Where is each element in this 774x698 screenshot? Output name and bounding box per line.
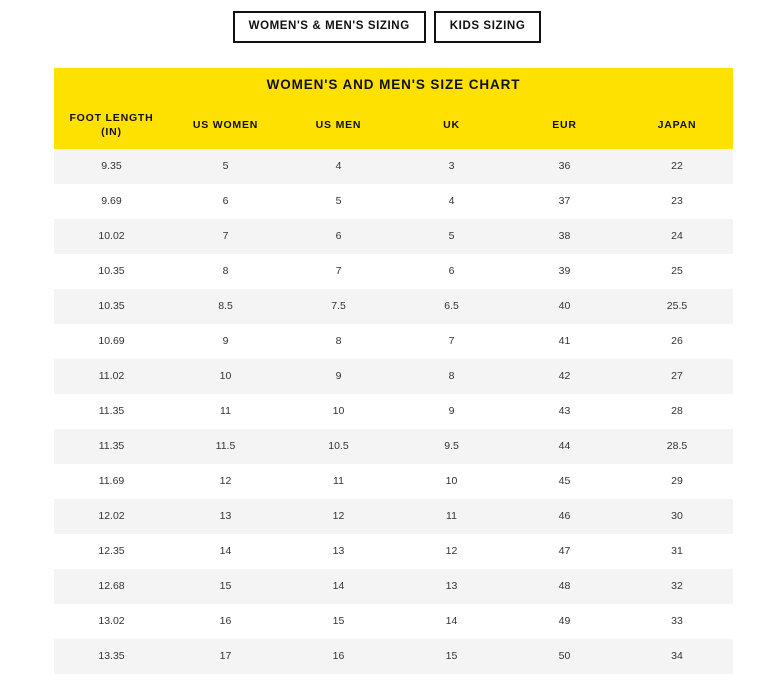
tab-womens-mens-sizing[interactable]: WOMEN'S & MEN'S SIZING: [233, 11, 426, 43]
size-chart-body: [54, 149, 733, 674]
table-cell: 4: [395, 184, 508, 219]
table-cell: 14: [395, 604, 508, 639]
table-cell: 8.5: [169, 289, 282, 324]
table-cell: 47: [508, 534, 621, 569]
table-cell: 25: [621, 254, 733, 289]
table-row: [54, 394, 733, 429]
table-cell: 44: [508, 429, 621, 464]
table-cell: 3: [395, 149, 508, 184]
table-cell: 39: [508, 254, 621, 289]
table-cell: 12.68: [54, 569, 169, 604]
table-cell: 9: [395, 394, 508, 429]
table-cell: 11: [395, 499, 508, 534]
table-cell: 11.5: [169, 429, 282, 464]
table-cell: 6: [395, 254, 508, 289]
table-cell: 10.35: [54, 254, 169, 289]
table-cell: 10.69: [54, 324, 169, 359]
table-cell: 7: [282, 254, 395, 289]
table-cell: 10: [169, 359, 282, 394]
table-cell: 10: [282, 394, 395, 429]
table-cell: 50: [508, 639, 621, 674]
table-row: [54, 464, 733, 499]
table-row: [54, 254, 733, 289]
table-cell: 11: [282, 464, 395, 499]
table-cell: 43: [508, 394, 621, 429]
size-chart-table: [54, 68, 733, 674]
table-cell: 12: [169, 464, 282, 499]
table-cell: 4: [282, 149, 395, 184]
table-cell: 7: [169, 219, 282, 254]
table-cell: 12: [395, 534, 508, 569]
table-cell: 7.5: [282, 289, 395, 324]
table-cell: 42: [508, 359, 621, 394]
table-cell: 11.35: [54, 394, 169, 429]
table-row: [54, 604, 733, 639]
column-header-eur: EUR: [508, 102, 621, 149]
table-row: [54, 569, 733, 604]
table-cell: 5: [282, 184, 395, 219]
table-cell: 13: [282, 534, 395, 569]
table-cell: 12: [282, 499, 395, 534]
table-cell: 10.35: [54, 289, 169, 324]
tab-kids-sizing[interactable]: KIDS SIZING: [434, 11, 542, 43]
table-cell: 16: [282, 639, 395, 674]
column-header-us-men: US MEN: [282, 102, 395, 149]
table-cell: 6: [282, 219, 395, 254]
table-cell: 5: [395, 219, 508, 254]
column-header-uk: UK: [395, 102, 508, 149]
table-row: [54, 499, 733, 534]
table-cell: 29: [621, 464, 733, 499]
table-cell: 14: [169, 534, 282, 569]
table-row: [54, 184, 733, 219]
column-header-foot-length-line1: FOOT LENGTH: [69, 111, 154, 124]
table-cell: 10.02: [54, 219, 169, 254]
table-row: [54, 534, 733, 569]
table-cell: 26: [621, 324, 733, 359]
table-cell: 34: [621, 639, 733, 674]
table-cell: 9.5: [395, 429, 508, 464]
table-cell: 40: [508, 289, 621, 324]
table-cell: 48: [508, 569, 621, 604]
table-cell: 49: [508, 604, 621, 639]
table-cell: 30: [621, 499, 733, 534]
table-cell: 41: [508, 324, 621, 359]
table-cell: 6.5: [395, 289, 508, 324]
size-chart-title: WOMEN'S AND MEN'S SIZE CHART: [54, 68, 733, 102]
column-header-us-women: US WOMEN: [169, 102, 282, 149]
table-row: [54, 289, 733, 324]
table-cell: 8: [169, 254, 282, 289]
table-row: [54, 359, 733, 394]
table-cell: 33: [621, 604, 733, 639]
table-row: [54, 639, 733, 674]
table-cell: 6: [169, 184, 282, 219]
table-cell: 24: [621, 219, 733, 254]
table-cell: 15: [395, 639, 508, 674]
table-cell: 13.35: [54, 639, 169, 674]
table-cell: 15: [169, 569, 282, 604]
table-cell: 13: [395, 569, 508, 604]
table-cell: 15: [282, 604, 395, 639]
column-header-foot-length-line2: (IN): [101, 126, 122, 138]
size-chart-container: [54, 68, 733, 674]
table-cell: 36: [508, 149, 621, 184]
table-row: [54, 149, 733, 184]
table-cell: 31: [621, 534, 733, 569]
table-cell: 10.5: [282, 429, 395, 464]
table-cell: 7: [395, 324, 508, 359]
table-row: [54, 219, 733, 254]
size-chart-header: [54, 102, 733, 149]
header-row: [54, 102, 733, 149]
sizing-tabs: [0, 0, 774, 43]
table-row: [54, 324, 733, 359]
table-cell: 13: [169, 499, 282, 534]
table-cell: 11.35: [54, 429, 169, 464]
table-cell: 27: [621, 359, 733, 394]
table-cell: 17: [169, 639, 282, 674]
column-header-foot-length: [54, 102, 169, 149]
table-cell: 32: [621, 569, 733, 604]
table-cell: 46: [508, 499, 621, 534]
table-cell: 45: [508, 464, 621, 499]
table-cell: 10: [395, 464, 508, 499]
table-cell: 28.5: [621, 429, 733, 464]
table-cell: 11.69: [54, 464, 169, 499]
table-cell: 22: [621, 149, 733, 184]
column-header-japan: JAPAN: [621, 102, 733, 149]
table-cell: 14: [282, 569, 395, 604]
table-cell: 13.02: [54, 604, 169, 639]
table-cell: 9: [169, 324, 282, 359]
table-cell: 9: [282, 359, 395, 394]
table-cell: 28: [621, 394, 733, 429]
table-cell: 38: [508, 219, 621, 254]
table-row: [54, 429, 733, 464]
table-cell: 5: [169, 149, 282, 184]
table-cell: 8: [395, 359, 508, 394]
table-cell: 16: [169, 604, 282, 639]
table-cell: 37: [508, 184, 621, 219]
table-cell: 11.02: [54, 359, 169, 394]
table-cell: 23: [621, 184, 733, 219]
table-cell: 25.5: [621, 289, 733, 324]
table-cell: 8: [282, 324, 395, 359]
table-cell: 9.35: [54, 149, 169, 184]
table-cell: 12.02: [54, 499, 169, 534]
table-cell: 9.69: [54, 184, 169, 219]
table-cell: 11: [169, 394, 282, 429]
table-cell: 12.35: [54, 534, 169, 569]
